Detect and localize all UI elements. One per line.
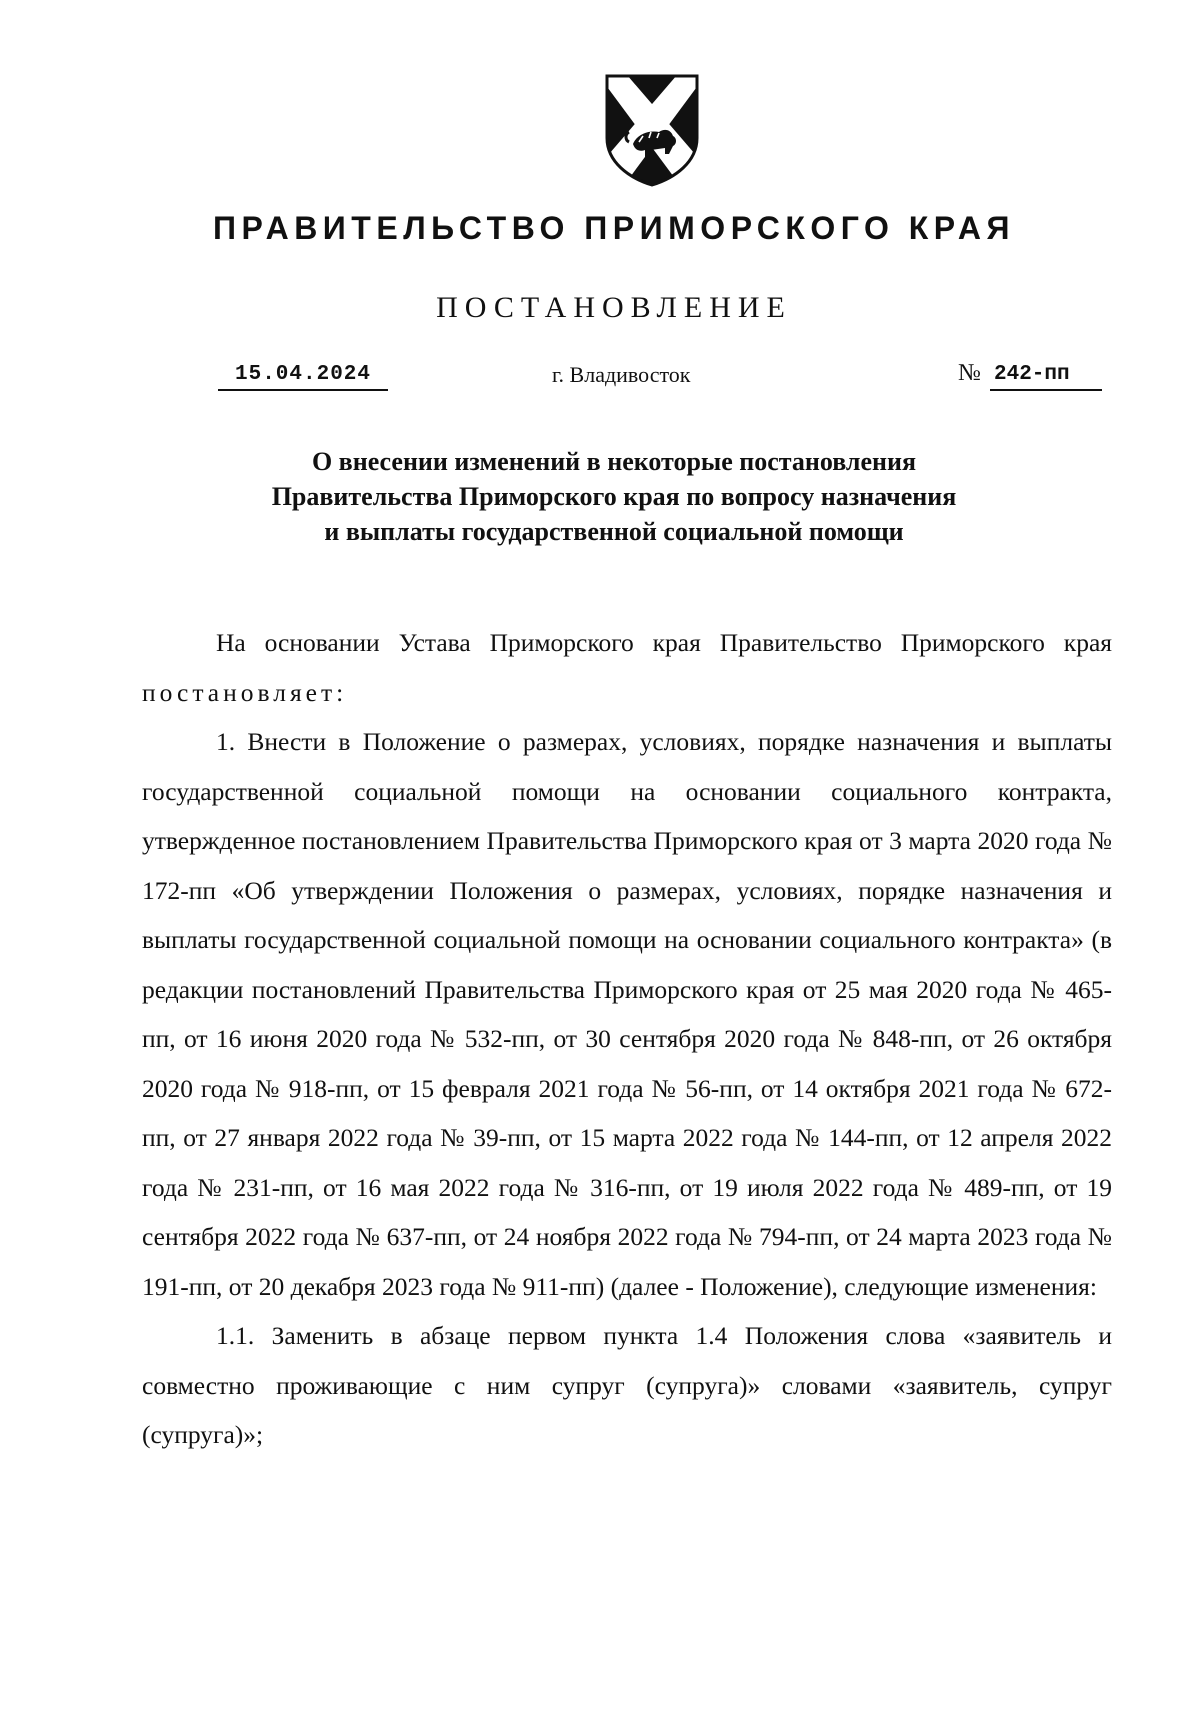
title-line: О внесении изменений в некоторые постановления bbox=[311, 447, 917, 476]
government-name: ПРАВИТЕЛЬСТВО ПРИМОРСКОГО КРАЯ bbox=[213, 210, 1015, 246]
document-title bbox=[0, 444, 1200, 549]
document-number: 242-пп bbox=[990, 361, 1102, 391]
intro-text: На основании Устава Приморского края Правительство Приморского края bbox=[216, 628, 1112, 657]
primorsky-krai-coat-of-arms-icon bbox=[603, 72, 701, 188]
document-type: ПОСТАНОВЛЕНИЕ bbox=[436, 291, 792, 324]
number-sign: № bbox=[958, 360, 981, 386]
intro-resolves: постановляет: bbox=[142, 677, 348, 707]
intro-paragraph bbox=[142, 618, 1112, 717]
document-city: г. Владивосток bbox=[552, 362, 691, 387]
document-date: 15.04.2024 bbox=[218, 361, 388, 391]
item-1-paragraph: 1. Внести в Положение о размерах, условиях, порядке назначения и выплаты государственной социальной помощи на основании социального контракта, утвержденное постановлением Правительства Приморского края от 3 марта 2020 года № 172-пп «Об утверждении Положения о размерах, условиях, порядке назначения и выплаты государственной социальной помощи на основании социального контракта» (в редакции постановлений Правительства Приморского края от 25 мая 2020 года № 465-пп, от 16 июня 2020 года № 532-пп, от 30 сентября 2020 года № 848-пп, от 26 октября 2020 года № 918-пп, от 15 февраля 2021 года № 56-пп, от 14 октября 2021 года № 672-пп, от 27 января 2022 года № 39-пп, от 15 марта 2022 года № 144-пп, от 12 апреля 2022 года № 231-пп, от 16 мая 2022 года № 316-пп, от 19 июля 2022 года № 489-пп, от 19 сентября 2022 года № 637-пп, от 24 ноября 2022 года № 794-пп, от 24 марта 2023 года № 191-пп, от 20 декабря 2023 года № 911-пп) (далее - Положение), следующие изменения: bbox=[142, 727, 1112, 1301]
title-line: Правительства Приморского края по вопросу назначения bbox=[271, 482, 957, 511]
item-1-1-paragraph: 1.1. Заменить в абзаце первом пункта 1.4 Положения слова «заявитель и совместно проживающие с ним супруг (супруга)» словами «заявитель, супруг (супруга)»; bbox=[142, 1321, 1112, 1449]
title-line: и выплаты государственной социальной помощи bbox=[324, 517, 904, 546]
document-body bbox=[142, 618, 1112, 1460]
